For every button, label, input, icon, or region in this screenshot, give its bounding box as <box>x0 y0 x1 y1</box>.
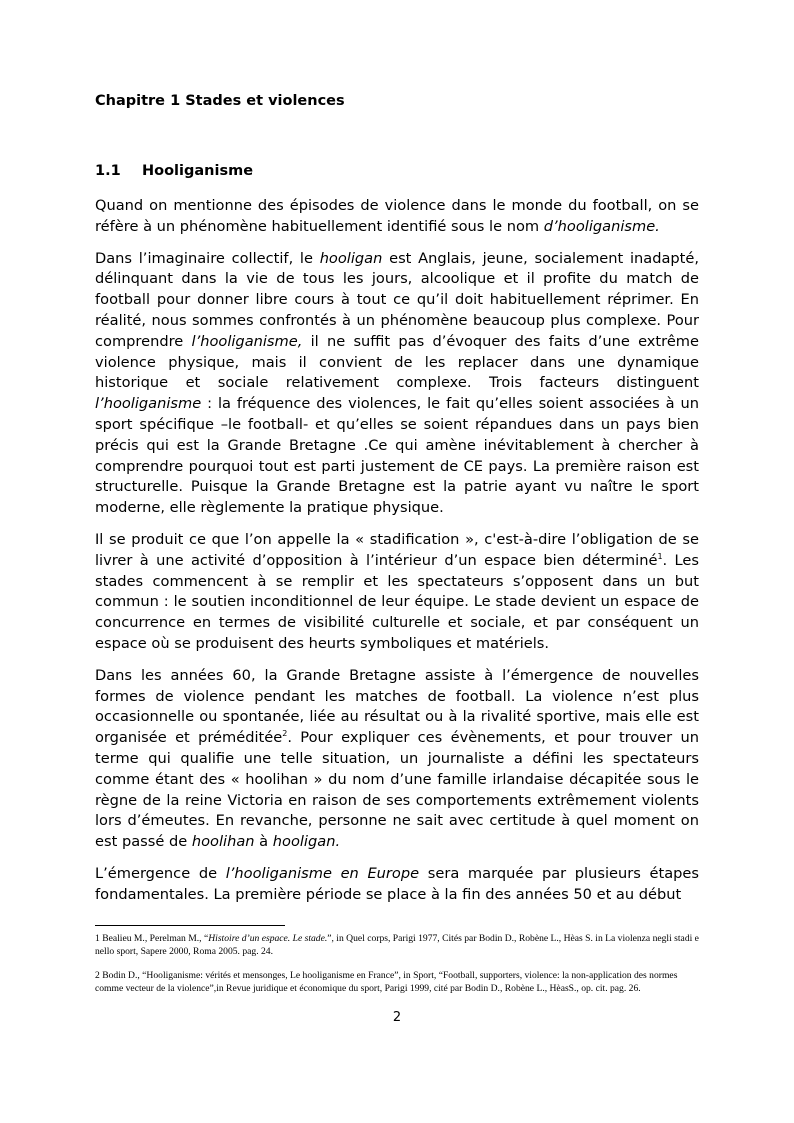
footnote-1 <box>95 933 699 958</box>
body-text <box>95 196 699 917</box>
italic-run: hooligan <box>319 249 383 267</box>
text-run: 2 Bodin D., “Hooliganisme: vérités et mensonges, Le hooliganisme en France”, in Sport, “Football, supporters, violence: la non-application des normes comme vecteur de la violence”,in Revue juridique et économique du sport, Parigi 1999, cité par Bodin D., Robène L., HèasS., op. cit. pag. 26. <box>95 970 678 994</box>
paragraph-3 <box>95 530 699 655</box>
italic-run: d’hooliganisme. <box>543 217 660 235</box>
paragraph-5 <box>95 864 699 906</box>
italic-run: l’hooliganisme <box>95 395 202 413</box>
text-run: L’émergence de <box>95 864 226 882</box>
text-run: à <box>254 833 273 851</box>
text-run: : la fréquence des violences, le fait qu’elles soient associées à un sport spécifique –le football- et qu’elles se soient répandues dans un pays bien précis qui est la Grande Bretagne .Ce qui amène inévitablement à chercher à comprendre pourquoi tout est parti justement de CE pays. La première raison est structurelle. Puisque la Grande Bretagne est la patrie ayant vu naître le sport moderne, elle règlemente la pratique physique. <box>95 395 699 517</box>
chapter-title: Chapitre 1 Stades et violences <box>95 93 345 109</box>
section-number: 1.1 <box>95 163 121 179</box>
section-title: Hooliganisme <box>142 163 254 179</box>
text-run: Dans l’imaginaire collectif, le <box>95 249 320 267</box>
section-heading <box>95 163 253 179</box>
italic-run: l’hooliganisme, <box>191 332 303 350</box>
text-run: . Pour expliquer ces évènements, et pour trouver un terme qui qualifie une telle situation, un journaliste a défini les spectateurs comme étant des « hoolihan » du nom d’une famille irlandaise décapitée sous le règne de la reine Victoria en raison de ses comportements extrêmement violents lors d’émeutes. En revanche, personne ne sait avec certitude à quel moment on est passé de <box>95 729 699 851</box>
text-run: Il se produit ce que l’on appelle la « stadification », c'est-à-dire l’obligation de se livrer à une activité d’opposition à l’intérieur d’un espace bien déterminé <box>95 530 699 569</box>
italic-run: hoolihan <box>191 833 255 851</box>
text-run: sera marquée par plusieurs étapes fondamentales. La première période se place à la fin des années 50 et au début <box>95 864 699 903</box>
footnote-2 <box>95 970 699 995</box>
footnote-ref-1[interactable]: 1 <box>657 551 663 561</box>
footnote-ref-2[interactable]: 2 <box>282 729 288 739</box>
text-run: il ne suffit pas d’évoquer des faits d’une extrême violence physique, mais il convient de les replacer dans une dynamique historique et sociale relativement complexe. Trois facteurs distinguent <box>95 332 699 392</box>
text-run: Quand on mentionne des épisodes de violence dans le monde du football, on se réfère à un phénomène habituellement identifié sous le nom <box>95 197 699 235</box>
footnote-separator <box>95 925 285 926</box>
italic-run: l’hooliganisme en Europe <box>225 864 420 882</box>
paragraph-2 <box>95 249 699 519</box>
paragraph-1 <box>95 196 699 238</box>
paragraph-4 <box>95 666 699 853</box>
text-run: est Anglais, jeune, socialement inadapté, délinquant dans la vie de tous les jours, alcoolique et il profite du match de football pour donner libre cours à tout ce qu’il doit habituellement réprimer. En réalité, nous sommes confrontés à un phénomène beaucoup plus complexe. Pour comprendre <box>95 249 700 350</box>
page-number: 2 <box>392 1010 402 1025</box>
footnotes <box>95 933 699 1007</box>
italic-run: Histoire d’un espace. Le stade. <box>208 933 328 944</box>
italic-run: hooligan. <box>272 833 341 851</box>
text-run: 1 Bealieu M., Perelman M., “ <box>95 933 209 944</box>
text-run: . Les stades commencent à se remplir et les spectateurs s’opposent dans un but commun : le soutien inconditionnel de leur équipe. Le stade devient un espace de concurrence en termes de visibilité culturelle et sociale, et par conséquent un espace où se produisent des heurts symboliques et matériels. <box>95 551 699 652</box>
text-run: Dans les années 60, la Grande Bretagne assiste à l’émergence de nouvelles formes de violence pendant les matches de football. La violence n’est plus occasionnelle ou spontanée, liée au résultat ou à la rivalité sportive, mais elle est organisée et préméditée <box>95 666 699 747</box>
text-run: ”, in Quel corps, Parigi 1977, Cités par Bodin D., Robène L., Hèas S. in La violenza negli stadi e nello sport, Sapere 2000, Roma 2005. pag. 24. <box>95 933 699 957</box>
